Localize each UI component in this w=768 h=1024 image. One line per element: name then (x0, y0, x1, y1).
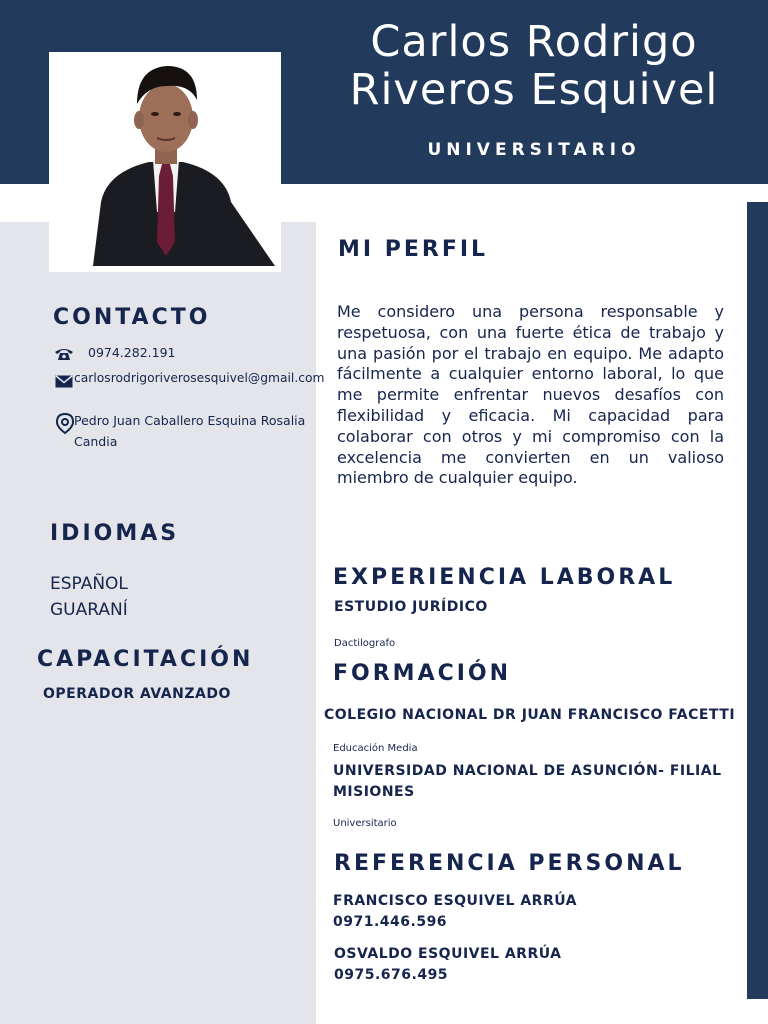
profile-text: Me considero una persona responsable y respetuosa, con una fuerte ética de trabajo y una pasión por el trabajo en equipo. Me adapto fácilmente a cualquier entorno laboral, lo que me permite enfrentar nuevos desafíos con flexibilidad y eficacia. Mi capacidad para colaborar con otros y mi compromiso con la excelencia me convierten en un valioso miembro de cualquier equipo. (337, 302, 724, 488)
address-line-1: Pedro Juan Caballero Esquina Rosalia (74, 413, 306, 428)
education-level: Educación Media (333, 743, 418, 754)
reference-name: FRANCISCO ESQUIVEL ARRÚA (333, 893, 577, 909)
training-title: CAPACITACIÓN (37, 647, 254, 672)
education-school: COLEGIO NACIONAL DR JUAN FRANCISCO FACETTI (324, 707, 736, 723)
address-line-2: Candia (74, 434, 118, 449)
right-accent-bar (747, 202, 768, 999)
address (74, 410, 316, 452)
profile-title: MI PERFIL (338, 237, 489, 262)
email-address: carlosrodrigoriverosesquivel@gmail.com (74, 371, 325, 385)
school-line-2: MISIONES (333, 784, 415, 800)
name-line-2: Riveros Esquivel (349, 65, 719, 115)
school-line-1: UNIVERSIDAD NACIONAL DE ASUNCIÓN- FILIAL (333, 763, 722, 779)
education-school (333, 761, 722, 803)
phone-icon (54, 346, 74, 365)
reference-name: OSVALDO ESQUIVEL ARRÚA (334, 946, 562, 962)
reference-item (333, 891, 577, 933)
education-level: Universitario (333, 818, 397, 829)
profile-photo (49, 52, 281, 272)
language-item: GUARANÍ (50, 600, 128, 620)
education-title: FORMACIÓN (333, 661, 512, 686)
contact-title: CONTACTO (53, 305, 211, 330)
experience-place: ESTUDIO JURÍDICO (334, 599, 488, 615)
language-item: ESPAÑOL (50, 574, 128, 594)
reference-phone: 0975.676.495 (334, 967, 449, 983)
experience-role: Dactilografo (334, 638, 396, 649)
reference-item (334, 944, 562, 986)
left-panel (0, 222, 316, 1024)
languages-title: IDIOMAS (50, 521, 180, 546)
location-pin-icon (55, 413, 75, 439)
person-photo-illustration (49, 52, 281, 272)
phone-number: 0974.282.191 (88, 345, 176, 360)
mail-icon (55, 373, 73, 392)
name-line-1: Carlos Rodrigo (370, 17, 698, 67)
references-title: REFERENCIA PERSONAL (334, 851, 685, 876)
reference-phone: 0971.446.596 (333, 914, 448, 930)
full-name (316, 18, 752, 114)
job-title: UNIVERSITARIO (427, 140, 641, 160)
experience-title: EXPERIENCIA LABORAL (333, 565, 676, 590)
training-item: OPERADOR AVANZADO (43, 686, 231, 702)
languages-list (50, 571, 128, 623)
